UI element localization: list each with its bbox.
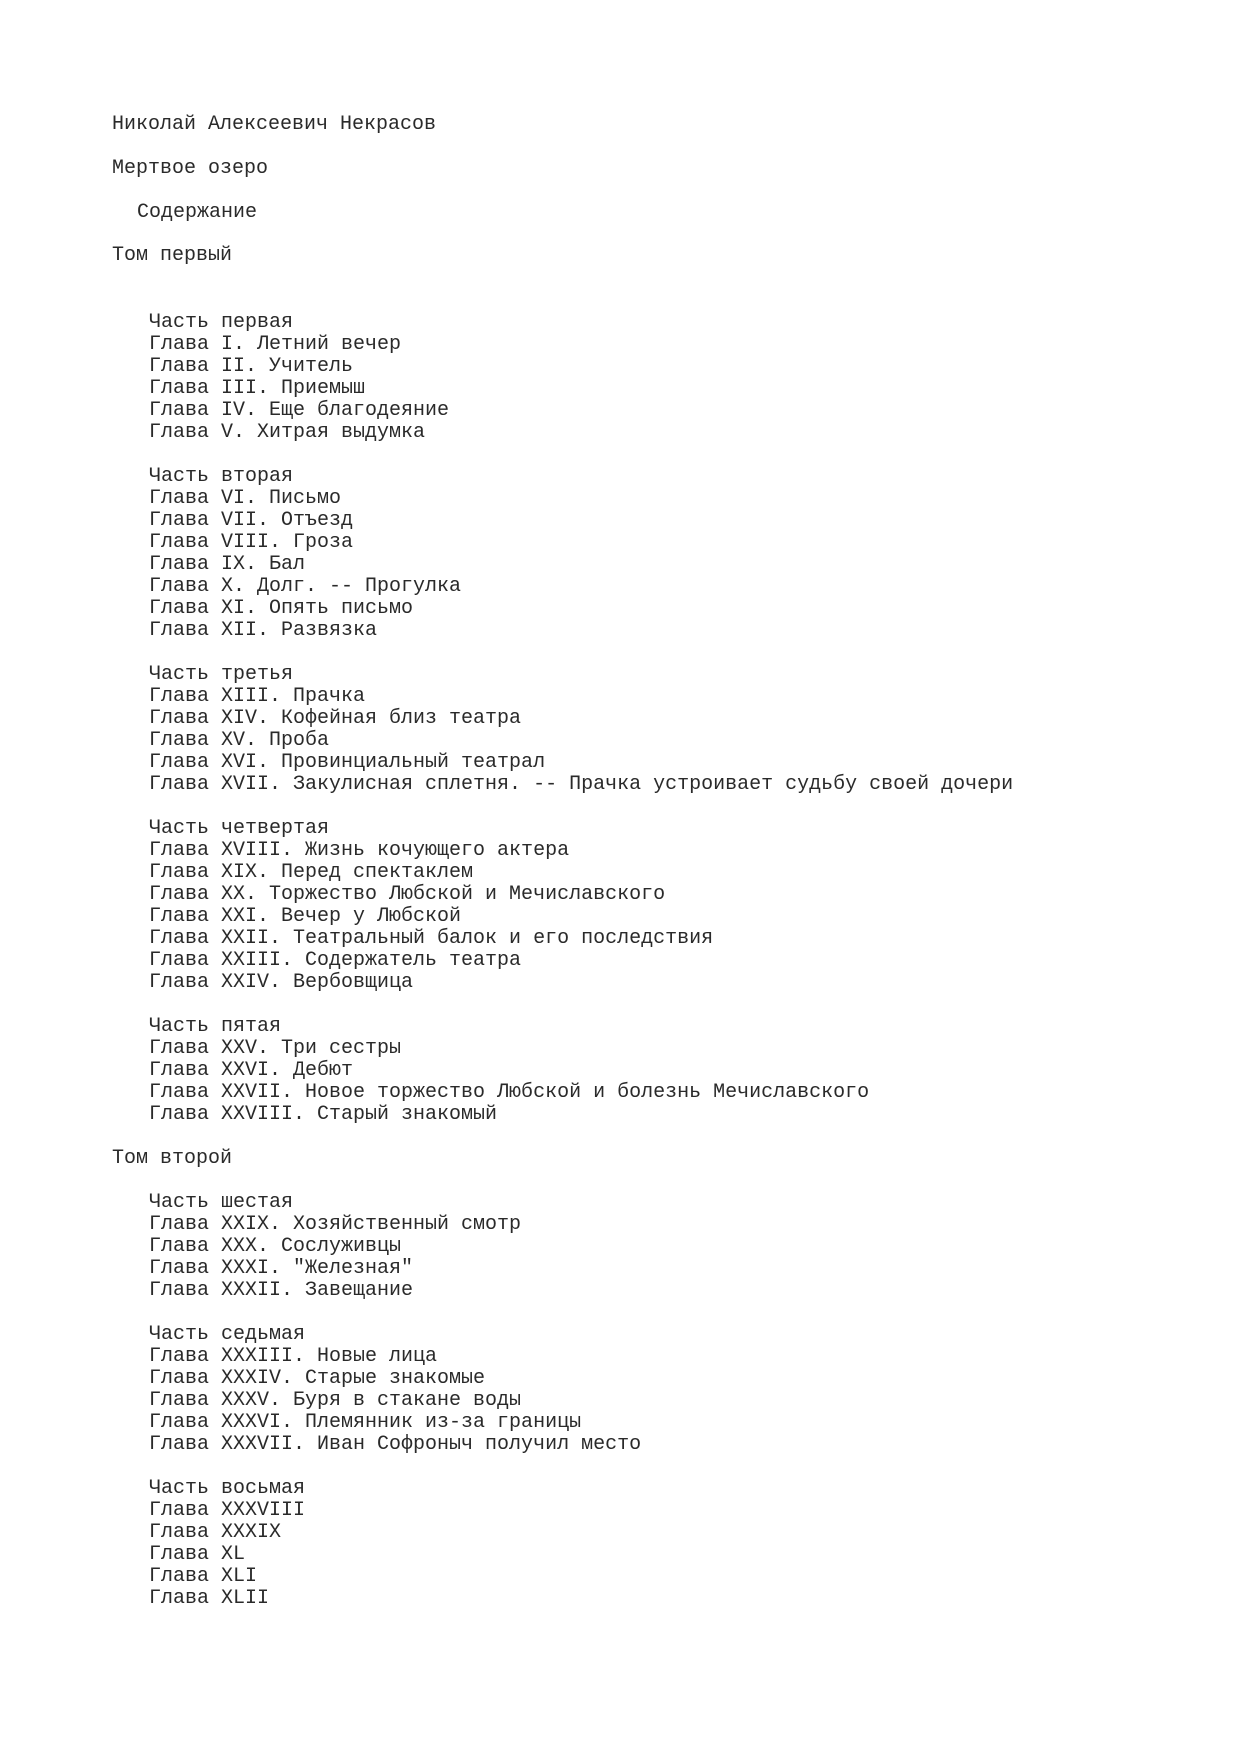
volume-heading: Том первый [112, 244, 233, 267]
chapter-entry: Глава II. Учитель [149, 355, 354, 378]
chapter-entry: Глава XXIV. Вербовщица [149, 971, 414, 994]
chapter-entry: Глава IV. Еще благодеяние [149, 399, 450, 422]
chapter-entry: Глава VIII. Гроза [149, 531, 354, 554]
chapter-entry: Глава XVII. Закулисная сплетня. -- Прачка устроивает судьбу своей дочери [149, 773, 1014, 796]
chapter-entry: Глава XXVI. Дебют [149, 1059, 354, 1082]
volume-heading: Том второй [112, 1147, 233, 1170]
chapter-entry: Глава XXXVII. Иван Софроныч получил место [149, 1433, 642, 1456]
chapter-entry: Глава I. Летний вечер [149, 333, 402, 356]
chapter-entry: Глава XXIX. Хозяйственный смотр [149, 1213, 522, 1236]
chapter-entry: Глава XXV. Три сестры [149, 1037, 402, 1060]
chapter-entry: Глава XIV. Кофейная близ театра [149, 707, 522, 730]
chapter-entry: Глава IX. Бал [149, 553, 306, 576]
chapter-entry: Глава XXI. Вечер у Любской [149, 905, 462, 928]
chapter-entry: Глава XI. Опять письмо [149, 597, 414, 620]
book-title: Мертвое озеро [112, 157, 269, 180]
chapter-entry: Глава XXII. Театральный балок и его последствия [149, 927, 714, 950]
chapter-entry: Глава VII. Отъезд [149, 509, 354, 532]
chapter-entry: Глава XXIII. Содержатель театра [149, 949, 522, 972]
chapter-entry: Глава XXXIV. Старые знакомые [149, 1367, 486, 1390]
chapter-entry: Глава XLII [149, 1587, 270, 1610]
chapter-entry: Глава XVI. Провинциальный театрал [149, 751, 546, 774]
chapter-entry: Глава XV. Проба [149, 729, 330, 752]
chapter-entry: Глава XXXIII. Новые лица [149, 1345, 438, 1368]
part-heading: Часть пятая [149, 1015, 282, 1038]
part-heading: Часть вторая [149, 465, 294, 488]
chapter-entry: Глава XXXV. Буря в стакане воды [149, 1389, 522, 1412]
chapter-entry: Глава XXXIX [149, 1521, 282, 1544]
chapter-entry: Глава XVIII. Жизнь кочующего актера [149, 839, 570, 862]
chapter-entry: Глава XXVIII. Старый знакомый [149, 1103, 498, 1126]
chapter-entry: Глава XX. Торжество Любской и Мечиславского [149, 883, 666, 906]
part-heading: Часть четвертая [149, 817, 330, 840]
chapter-entry: Глава V. Хитрая выдумка [149, 421, 426, 444]
chapter-entry: Глава XLI [149, 1565, 258, 1588]
part-heading: Часть седьмая [149, 1323, 306, 1346]
chapter-entry: Глава XII. Развязка [149, 619, 378, 642]
chapter-entry: Глава XIII. Прачка [149, 685, 366, 708]
chapter-entry: Глава VI. Письмо [149, 487, 342, 510]
chapter-entry: Глава XXX. Сослуживцы [149, 1235, 402, 1258]
chapter-entry: Глава XL [149, 1543, 246, 1566]
chapter-entry: Глава XXXI. "Железная" [149, 1257, 414, 1280]
part-heading: Часть первая [149, 311, 294, 334]
chapter-entry: Глава XXXVIII [149, 1499, 306, 1522]
chapter-entry: Глава XXVII. Новое торжество Любской и болезнь Мечиславского [149, 1081, 870, 1104]
chapter-entry: Глава X. Долг. -- Прогулка [149, 575, 462, 598]
part-heading: Часть шестая [149, 1191, 294, 1214]
chapter-entry: Глава XIX. Перед спектаклем [149, 861, 474, 884]
chapter-entry: Глава XXXVI. Племянник из-за границы [149, 1411, 582, 1434]
part-heading: Часть третья [149, 663, 294, 686]
chapter-entry: Глава XXXII. Завещание [149, 1279, 414, 1302]
contents-heading: Содержание [137, 201, 258, 224]
part-heading: Часть восьмая [149, 1477, 306, 1500]
chapter-entry: Глава III. Приемыш [149, 377, 366, 400]
author-name: Николай Алексеевич Некрасов [112, 113, 437, 136]
